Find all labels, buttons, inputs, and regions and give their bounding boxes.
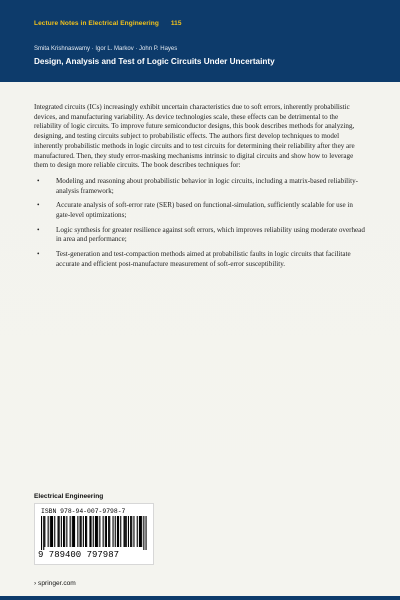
author-list: Smita Krishnaswamy · Igor L. Markov · John P. Hayes: [34, 46, 178, 52]
list-item: [34, 250, 366, 269]
barcode-bar: [80, 516, 81, 547]
barcode-bar: [120, 516, 121, 547]
series-volume: 115: [170, 20, 182, 27]
barcode-bar: [54, 516, 55, 547]
barcode-bar: [43, 516, 44, 550]
barcode-bar: [83, 516, 84, 547]
barcode-bar: [146, 516, 147, 550]
bullet-icon: •: [37, 225, 40, 234]
bullet-icon: •: [37, 250, 40, 259]
barcode-bar: [59, 516, 60, 547]
barcode-bar: [48, 516, 49, 547]
list-item-text: Logic synthesis for greater resilience against soft errors, which improves reliability using moderate overhead in area and performance;: [56, 225, 365, 244]
bullet-icon: •: [37, 176, 40, 185]
barcode-bar: [113, 516, 114, 547]
barcode-bar: [128, 516, 129, 547]
barcode-bar: [96, 516, 97, 547]
series-name: Lecture Notes in Electrical Engineering: [34, 20, 159, 27]
series-line: [34, 20, 192, 27]
barcode-bar: [63, 516, 64, 547]
list-item-text: Test-generation and test-compaction methods aimed at probabilistic faults in logic circuits that facilitate accurate and efficient post-manufacture measurement of soft-error susceptibility.: [56, 250, 351, 268]
barcode-bar: [85, 516, 86, 547]
barcode-bar: [86, 516, 87, 547]
barcode-bar: [81, 516, 82, 547]
barcode-bar: [141, 516, 142, 547]
barcode-bar: [133, 516, 134, 547]
subject-category: Electrical Engineering: [34, 493, 104, 500]
barcode-bar: [73, 516, 74, 547]
barcode-bar: [70, 516, 71, 547]
barcode-bar: [50, 516, 51, 547]
barcode-digits: 9 789400 797987: [38, 550, 120, 560]
list-item-text: Modeling and reasoning about probabilistic behavior in logic circuits, including a matrix-based reliability-analysis framework;: [56, 176, 358, 195]
barcode-bar: [140, 516, 141, 547]
publisher-website: › springer.com: [34, 580, 76, 587]
barcode-bar: [118, 516, 119, 547]
list-item-text: Accurate analysis of soft-error rate (SER) based on functional-simulation, sufficiently scalable for use in gate-level optimizations;: [56, 201, 353, 220]
barcode-bar: [103, 516, 104, 547]
barcode-bar: [117, 516, 118, 547]
isbn-label: ISBN 978-94-007-9798-7: [41, 508, 126, 515]
barcode-bar: [41, 516, 42, 550]
barcode-icon: [41, 516, 147, 550]
list-item: [34, 177, 366, 196]
barcode-bar: [66, 516, 67, 547]
barcode-bar: [64, 516, 65, 547]
barcode-bar: [97, 516, 98, 547]
barcode-bar: [93, 516, 94, 547]
barcode-box: [34, 503, 154, 565]
header-band: [0, 0, 400, 82]
barcode-bar: [126, 516, 127, 547]
barcode-bar: [61, 516, 62, 547]
list-item: [34, 226, 366, 245]
cover-body: [0, 82, 400, 600]
blurb: [34, 103, 366, 275]
barcode-bar: [89, 516, 90, 547]
technique-list: [34, 177, 366, 270]
barcode-bar: [124, 516, 125, 547]
barcode-bar: [106, 516, 107, 547]
barcode-bar: [44, 516, 45, 547]
barcode-bar: [139, 516, 140, 547]
bottom-rule: [0, 596, 400, 600]
barcode-bar: [58, 516, 59, 547]
barcode-bar: [125, 516, 126, 547]
book-title: Design, Analysis and Test of Logic Circuits Under Uncertainty: [34, 57, 275, 66]
barcode-bar: [131, 516, 132, 547]
barcode-bar: [95, 516, 96, 547]
barcode-bar: [52, 516, 53, 547]
barcode-bar: [108, 516, 109, 547]
barcode-bar: [77, 516, 78, 547]
barcode-bar: [143, 516, 144, 550]
barcode-bar: [91, 516, 92, 547]
bullet-icon: •: [37, 201, 40, 210]
barcode-bar: [109, 516, 110, 547]
barcode-bar: [137, 516, 138, 547]
barcode-bar: [115, 516, 116, 547]
barcode-bar: [74, 516, 75, 547]
barcode-bar: [72, 516, 73, 547]
list-item: [34, 201, 366, 220]
barcode-bar: [51, 516, 52, 547]
barcode-bar: [130, 516, 131, 547]
barcode-bar: [99, 516, 100, 547]
barcode-bar: [105, 516, 106, 547]
blurb-paragraph: Integrated circuits (ICs) increasingly exhibit uncertain characteristics due to soft errors, inherently probabilistic devices, and manufacturing variability. As device technologies scale, these effects can be detrimental to the reliability of logic circuits. To improve future semiconductor designs, this book describes methods for analyzing, designing, and testing circuits subject to probabilistic effects. The authors first develop techniques to model inherently probabilistic methods in logic circuits and to test circuits for determining their reliability after they are manufactured. Then, they study error-masking mechanisms intrinsic to digital circuits and show how to leverage them to design more reliable circuits. The book describes techniques for:: [34, 103, 355, 170]
